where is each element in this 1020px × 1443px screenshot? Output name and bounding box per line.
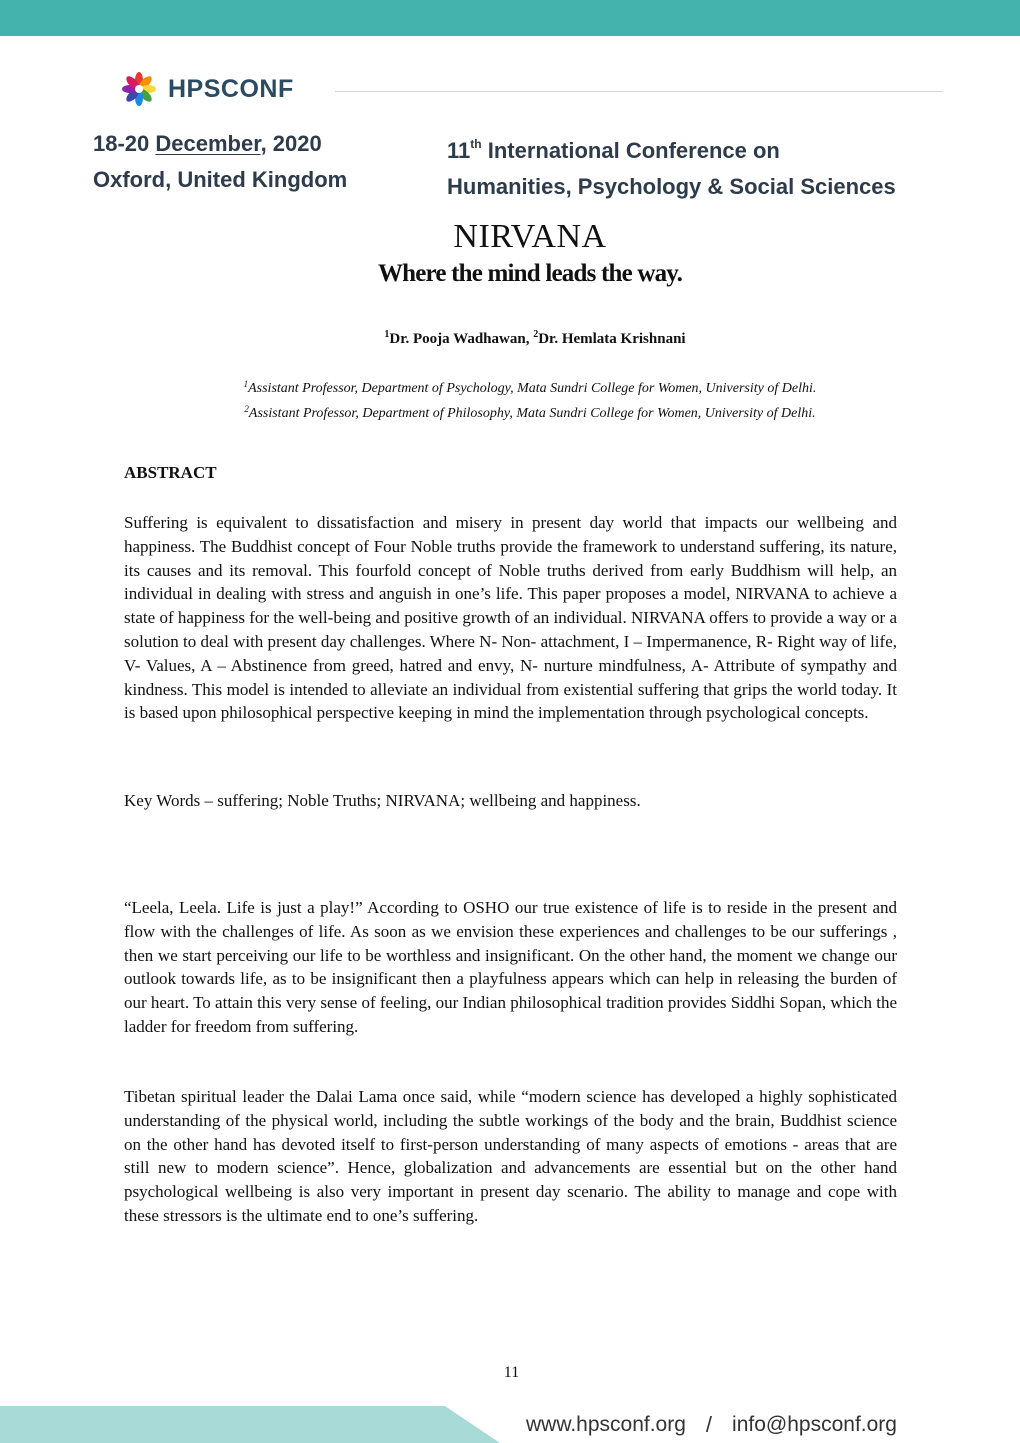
body-paragraph: Tibetan spiritual leader the Dalai Lama once said, while “modern science has developed a highly sophisticated understanding of the physical world, including the subtle workings of the body and the brain, Buddhist science on the other hand has devoted itself to first-person understanding of many aspects of emotions - areas that are still new to modern science”. Hence, globalization and advancements are essential but on the other hand psychological wellbeing is also very important in present day scenario. The ability to manage and cope with these stressors is the ultimate end to one’s suffering. [124, 1087, 897, 1225]
conference-date: 18-20 December, 2020 [93, 131, 322, 156]
conference-name-line2: Humanities, Psychology & Social Sciences [447, 174, 896, 199]
author-name: Dr. Pooja Wadhawan, [389, 331, 534, 347]
abstract-text: Suffering is equivalent to dissatisfaction and misery in present day world that impacts our wellbeing and happiness. The Buddhist concept of Four Noble truths provide the framework to understand suffering, its nature, its causes and its removal. This fourfold concept of Noble truths derived from early Buddhism will help, an individual in dealing with stress and anguish in one’s life. This paper proposes a model, NIRVANA to achieve a state of happiness for the well-being and positive growth of an individual. NIRVANA offers to provide a way or a solution to deal with present day challenges. Where N- Non- attachment, I – Impermanence, R- Right way of life, V- Values, A – Abstinence from greed, hatred and envy, N- nurture mindfulness, A- Attribute of sympathy and kindness. This model is intended to alleviate an individual from existential suffering that grips the world today. It is based upon philosophical perspective keeping in mind the implementation through psychological concepts. [124, 513, 897, 723]
paper-title: NIRVANA [453, 218, 607, 255]
affiliations [0, 374, 1020, 424]
website-link[interactable]: www.hpsconf.org [526, 1413, 686, 1436]
conference-location: Oxford, United Kingdom [93, 167, 348, 192]
affiliation-line: $^2$Assistant Professor, Department of Philosophy, Mata Sundri College for Women, University of Delhi. [244, 404, 816, 421]
affiliation-line: $^1$Assistant Professor, Department of Psychology, Mata Sundri College for Women, University of Delhi. [243, 379, 817, 396]
footer-separator: / [705, 1412, 713, 1437]
author-name: Dr. Hemlata Krishnani [538, 331, 686, 347]
conference-date-location [93, 126, 347, 198]
author-list: $^1$Dr. Pooja Wadhawan, $^2$Dr. Hemlata Krishnani [384, 329, 686, 347]
header-divider [335, 91, 943, 92]
logo-text: HPSCONF [168, 74, 294, 103]
page-number: 11 [503, 1364, 520, 1381]
abstract-heading: ABSTRACT [124, 463, 217, 482]
conference-name-line1: 11th International Conference on [447, 137, 780, 163]
paper-subtitle: Where the mind leads the way. [377, 260, 683, 287]
conference-name [447, 126, 896, 205]
email-link[interactable]: info@hpsconf.org [732, 1413, 897, 1436]
body-paragraph: “Leela, Leela. Life is just a play!” According to OSHO our true existence of life is to reside in the present and flow with the challenges of life. As soon as we envision these experiences and challenges to be our sufferings , then we start perceiving our life to be worthless and insignificant. On the other hand, the moment we change our outlook towards life, as to be insignificant then a playfulness appears which can help in releasing the burden of our heart. To attain this very sense of feeling, our Indian philosophical tradition provides Siddhi Sopan, which the ladder for freedom from suffering. [124, 898, 897, 1036]
keywords: Key Words – suffering; Noble Truths; NIRVANA; wellbeing and happiness. [124, 791, 641, 810]
footer-contact [526, 1410, 946, 1440]
hpsconf-logo [120, 70, 294, 108]
flower-logo-icon [120, 70, 158, 108]
top-accent-bar [0, 0, 1020, 36]
